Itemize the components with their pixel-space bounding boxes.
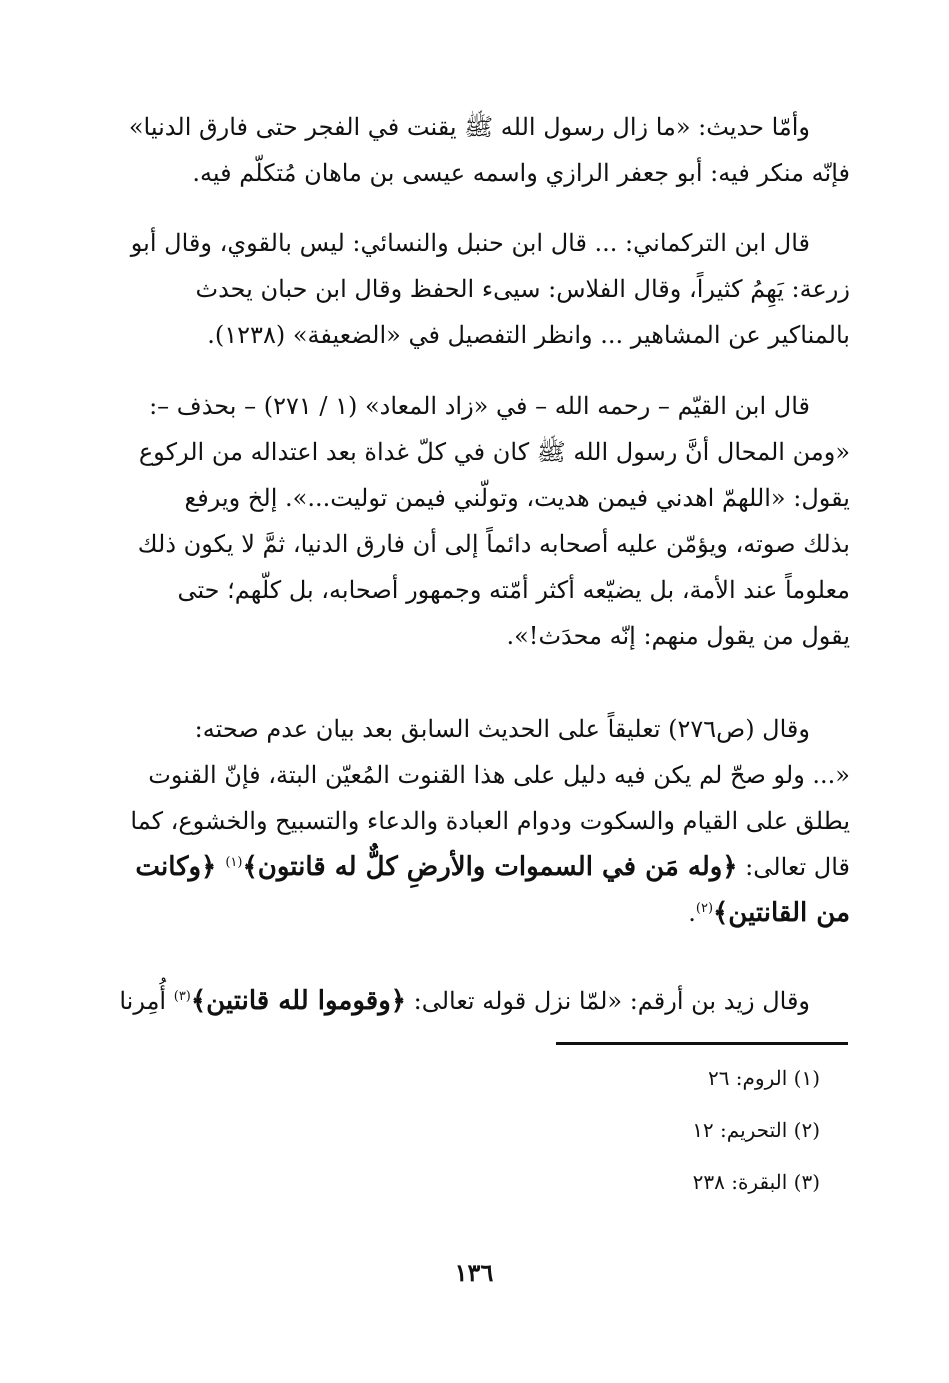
paragraph-line: زرعة: يَهِمُ كثيراً، وقال الفلاس: سيىء الحفظ وقال ابن حبان يحدث [195,275,850,303]
footnote-2: (٢) التحريم: ١٢ [692,1118,820,1142]
footnote-ref-1: (١) [225,855,243,870]
paragraph-line-verses [74,844,850,890]
quran-verse-2-start: ﴿وكانت [135,852,226,882]
footnote-1: (١) الروم: ٢٦ [707,1066,820,1090]
quran-verse-3: ﴿وقوموا لله قانتين﴾ [190,986,406,1016]
paragraph-line: يقول من يقول منهم: إنّه محدَث!». [506,622,850,650]
footnote-ref-3: (٣) [173,989,191,1004]
paragraph-weak-hadith-fajr [74,104,850,196]
footnotes [560,1052,820,1208]
quran-verse-2-end: من القانتين﴾ [713,898,850,928]
footnote-separator [556,1042,848,1045]
paragraph-line: وأمّا حديث: «ما زال رسول الله ﷺ يقنت في الفجر حتى فارق الدنيا» [128,113,810,141]
page-number: ١٣٦ [454,1258,494,1287]
paragraph-ibn-qayyim [74,383,850,659]
paragraph-line: وقال (ص٢٧٦) تعليقاً على الحديث السابق بعد بيان عدم صحته: [194,715,810,743]
footnote-ref-2: (٢) [695,901,714,916]
paragraph-line [74,978,850,1024]
paragraph-ibn-turkmani [74,220,850,358]
paragraph-line: قال ابن القيّم – رحمه الله – في «زاد المعاد» (١ / ٢٧١) – بحذف –: [149,392,810,420]
paragraph-qunut-meaning [74,706,850,936]
footnote-3: (٣) البقرة: ٢٣٨ [692,1170,820,1194]
paragraph-zayd-ibn-arqam [74,978,850,1024]
zayd-tail-text: أُمِرنا [119,987,174,1015]
paragraph-line: يطلق على القيام والسكوت ودوام العبادة والدعاء والتسبيح والخشوع، كما [130,807,850,835]
paragraph-line: بذلك صوته، ويؤمّن عليه أصحابه دائماً إلى أن فارق الدنيا، ثمَّ لا يكون ذلك [137,530,850,558]
paragraph-line-verse-end [74,890,850,936]
line-end-period: . [688,899,696,927]
paragraph-line: بالمناكير عن المشاهير ... وانظر التفصيل في «الضعيفة» (١٢٣٨). [207,321,850,349]
zayd-lead-text: وقال زيد بن أرقم: «لمّا نزل قوله تعالى: [405,987,810,1015]
paragraph-line: «... ولو صحّ لم يكن فيه دليل على هذا القنوت المُعيّن البتة، فإنّ القنوت [148,761,850,789]
quran-verse-1: ﴿وله مَن في السموات والأرضِ كلٌّ له قانتون﴾ [242,852,738,882]
paragraph-line: يقول: «اللهمّ اهدني فيمن هديت، وتولّني فيمن توليت...». إلخ ويرفع [184,484,850,512]
paragraph-line: فإنّه منكر فيه: أبو جعفر الرازي واسمه عيسى بن ماهان مُتكلّم فيه. [192,159,850,187]
paragraph-line: معلوماً عند الأمة، بل يضيّعه أكثر أمّته وجمهور أصحابه، بل كلّهم؛ حتى [177,576,850,604]
paragraph-line: قال ابن التركماني: ... قال ابن حنبل والنسائي: ليس بالقوي، وقال أبو [130,229,810,257]
paragraph-line: «ومن المحال أنَّ رسول الله ﷺ كان في كلّ غداة بعد اعتداله من الركوع [138,438,850,466]
verse-lead-text: قال تعالى: [737,853,850,881]
